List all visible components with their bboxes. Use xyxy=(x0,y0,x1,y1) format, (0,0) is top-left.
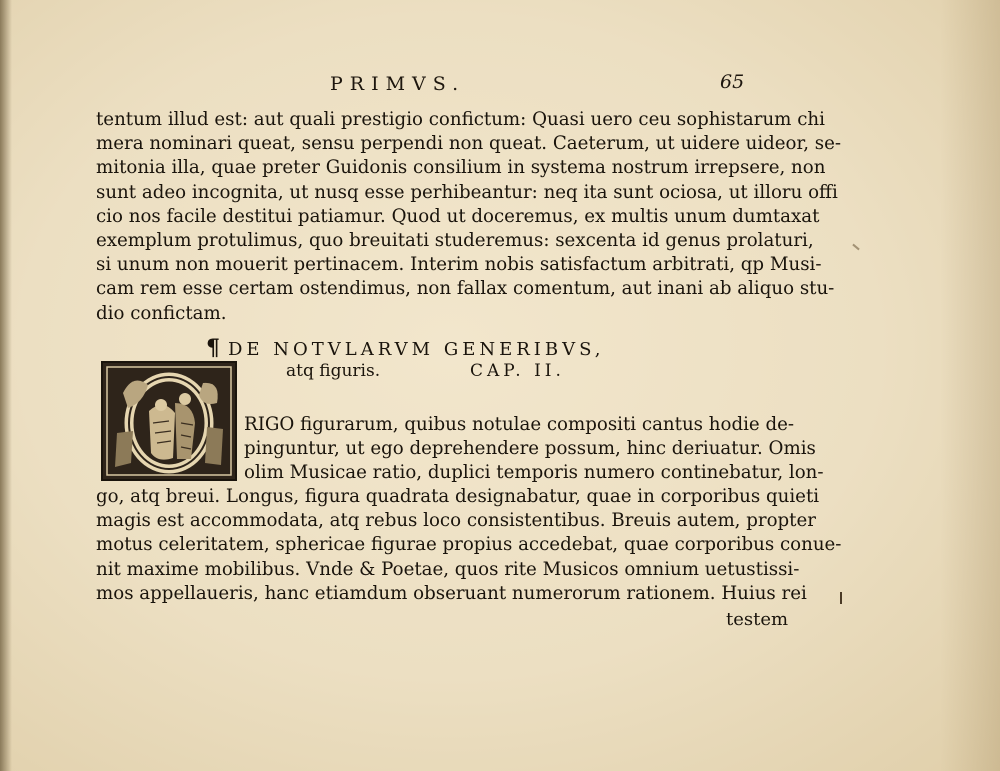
paragraph-1 xyxy=(96,108,842,326)
text-line: dio confictam. xyxy=(96,302,227,324)
decorated-initial-o-woodcut xyxy=(101,361,237,481)
text-line: magis est accommodata, atq rebus loco consistentibus. Breuis autem, propter xyxy=(96,510,816,532)
text-line: cio nos facile destitui patiamur. Quod ut doceremus, ex multis unum dumtaxat xyxy=(96,205,820,227)
paragraph-2-continued xyxy=(96,485,842,606)
chapter-title: DE NOTVLARVM GENERIBVS, xyxy=(228,339,605,360)
text-line: tentum illud est: aut quali prestigio confictum: Quasi uero ceu sophistarum chi xyxy=(96,109,825,130)
chapter-number: CAP. II. xyxy=(470,361,565,381)
catchword: testem xyxy=(726,609,789,630)
margin-mark xyxy=(840,592,842,604)
text-line: RIGO figurarum, quibus notulae compositi cantus hodie de- xyxy=(244,414,795,435)
text-line: olim Musicae ratio, duplici temporis numero continebatur, lon- xyxy=(244,462,824,484)
page-number: 65 xyxy=(720,71,745,93)
text-line: mitonia illa, quae preter Guidonis consilium in systema nostrum irrepsere, non xyxy=(96,157,826,179)
text-line: pinguntur, ut ego deprehendere possum, hinc deriuatur. Omis xyxy=(244,438,816,460)
paper-speck xyxy=(852,244,859,251)
running-title: PRIMVS. xyxy=(330,73,466,95)
text-line: nit maxime mobilibus. Vnde & Poetae, quos rite Musicos omnium uetustissi- xyxy=(96,558,800,580)
text-line: cam rem esse certam ostendimus, non fallax comentum, aut inani ab aliquo stu- xyxy=(96,278,835,300)
text-line: exemplum protulimus, quo breuitati studeremus: sexcenta id genus prolaturi, xyxy=(96,230,814,252)
text-line: motus celeritatem, sphericae figurae propius accedebat, quae corporibus conue- xyxy=(96,534,842,556)
text-line: si unum non mouerit pertinacem. Interim nobis satisfactum arbitrati, qp Musi- xyxy=(96,254,822,276)
paragraph-2-opening xyxy=(244,413,824,486)
chapter-subtitle: atq figuris. xyxy=(286,361,381,381)
woodcut-illustration xyxy=(103,363,235,479)
text-line: sunt adeo incognita, ut nusq esse perhibeantur: neq ita sunt ociosa, ut illoru offi xyxy=(96,181,838,203)
text-line: mera nominari queat, sensu perpendi non queat. Caeterum, ut uidere uideor, se- xyxy=(96,133,842,155)
running-header xyxy=(0,73,1000,103)
page-edge-shadow xyxy=(0,0,12,771)
pilcrow-icon: ¶ xyxy=(206,335,220,361)
chapter-heading xyxy=(206,335,605,361)
text-line: mos appellaueris, hanc etiamdum obseruant numerorum rationem. Huius rei xyxy=(96,582,807,604)
text-line: go, atq breui. Longus, figura quadrata designabatur, quae in corporibus quieti xyxy=(96,486,820,507)
